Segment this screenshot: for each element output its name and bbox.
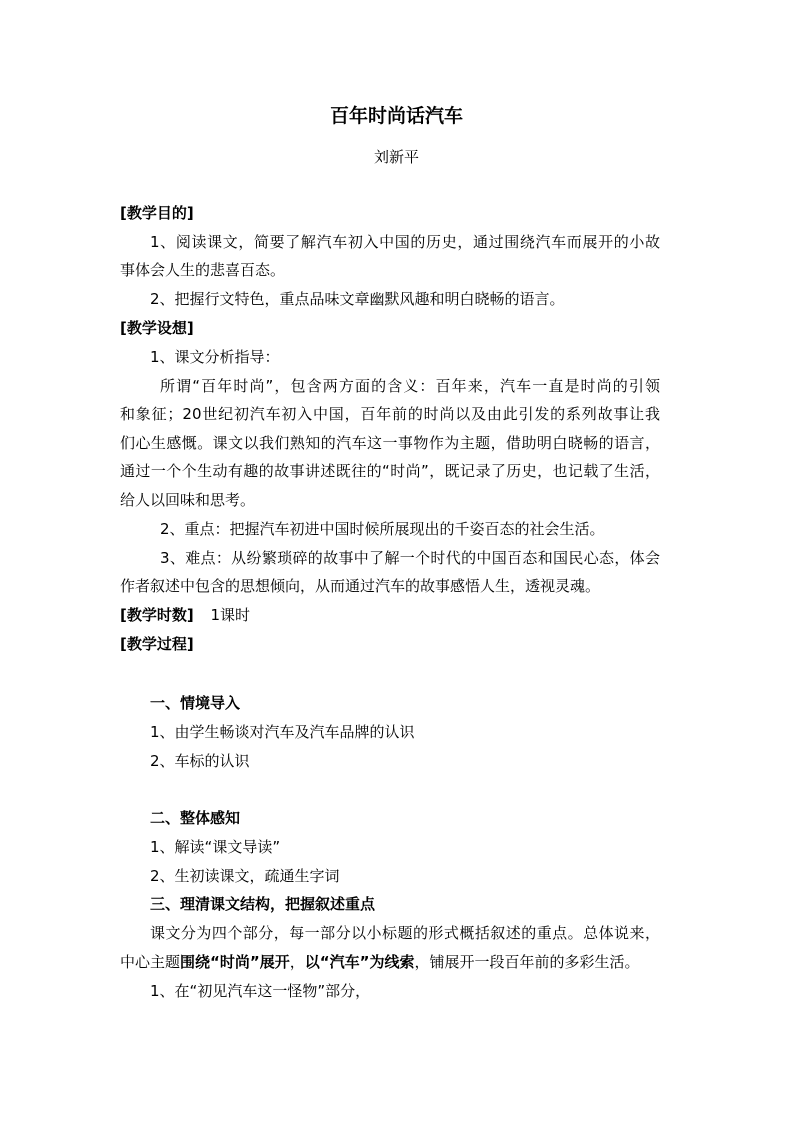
design-3-line-1: 3、难点：从纷繁琐碎的故事中了解一个时代的中国百态和国民心态，体会 [160,549,660,567]
document-author: 刘新平 [373,148,419,166]
part-2-item-1: 1、解读“课文导读” [150,838,281,856]
section-heading-process: [教学过程] [120,635,194,653]
goal-2: 2、把握行文特色，重点品味文章幽默风趣和明白晓畅的语言。 [150,290,565,308]
design-para-line-5: 给人以回味和思考。 [120,491,256,509]
design-para-line-2: 和象征；20世纪初汽车初入中国，百年前的时尚以及由此引发的系列故事让我 [120,405,660,423]
section-heading-hours: [教学时数] [120,606,194,624]
design-para-line-1: 所谓“百年时尚”，包含两方面的含义：百年来，汽车一直是时尚的引领 [160,377,660,395]
section-heading-goals: [教学目的] [120,204,194,222]
part-1-item-2: 2、车标的认识 [150,752,250,770]
section-heading-design: [教学设想] [120,319,194,337]
part-2-heading: 二、整体感知 [150,809,241,827]
part-3-bold-theme: 围绕“时尚”展开 [180,953,290,971]
design-1: 1、课文分析指导： [150,348,280,366]
part-3-item-1: 1、在“初见汽车这一怪物”部分， [150,982,371,1000]
part-2-item-2: 2、生初读课文，疏通生字词 [150,867,340,885]
goal-1-line-2: 事体会人生的悲喜百态。 [120,261,286,279]
part-3-line-2-start: 中心主题 [120,953,181,971]
part-3-bold-clue: 以“汽车”为线索 [304,953,415,971]
part-3-line-2 [120,952,660,972]
part-1-heading: 一、情境导入 [150,694,241,712]
design-3-line-2: 作者叙述中包含的思想倾向，从而通过汽车的故事感悟人生，透视灵魂。 [120,577,601,595]
part-1-item-1: 1、由学生畅谈对汽车及汽车品牌的认识 [150,723,415,741]
part-3-line-2-end: ，铺展开一段百年前的多彩生活。 [414,953,640,971]
document-title: 百年时尚话汽车 [329,105,463,127]
design-para-line-4: 通过一个个生动有趣的故事讲述既往的“时尚”，既记录了历史，也记载了生活， [120,462,660,480]
design-2: 2、重点：把握汽车初进中国时候所展现出的千姿百态的社会生活。 [160,520,605,538]
hours-row [120,605,660,625]
goal-1-line-1: 1、阅读课文，简要了解汽车初入中国的历史，通过围绕汽车而展开的小故 [150,233,660,251]
design-para-line-3: 们心生感慨。课文以我们熟知的汽车这一事物作为主题，借助明白晓畅的语言， [120,434,660,452]
part-3-line-1: 课文分为四个部分，每一部分以小标题的形式概括叙述的重点。总体说来， [150,924,660,942]
part-3-comma: ， [289,953,305,971]
part-3-heading: 三、理清课文结构，把握叙述重点 [150,895,376,913]
hours-value: 1课时 [210,606,251,624]
